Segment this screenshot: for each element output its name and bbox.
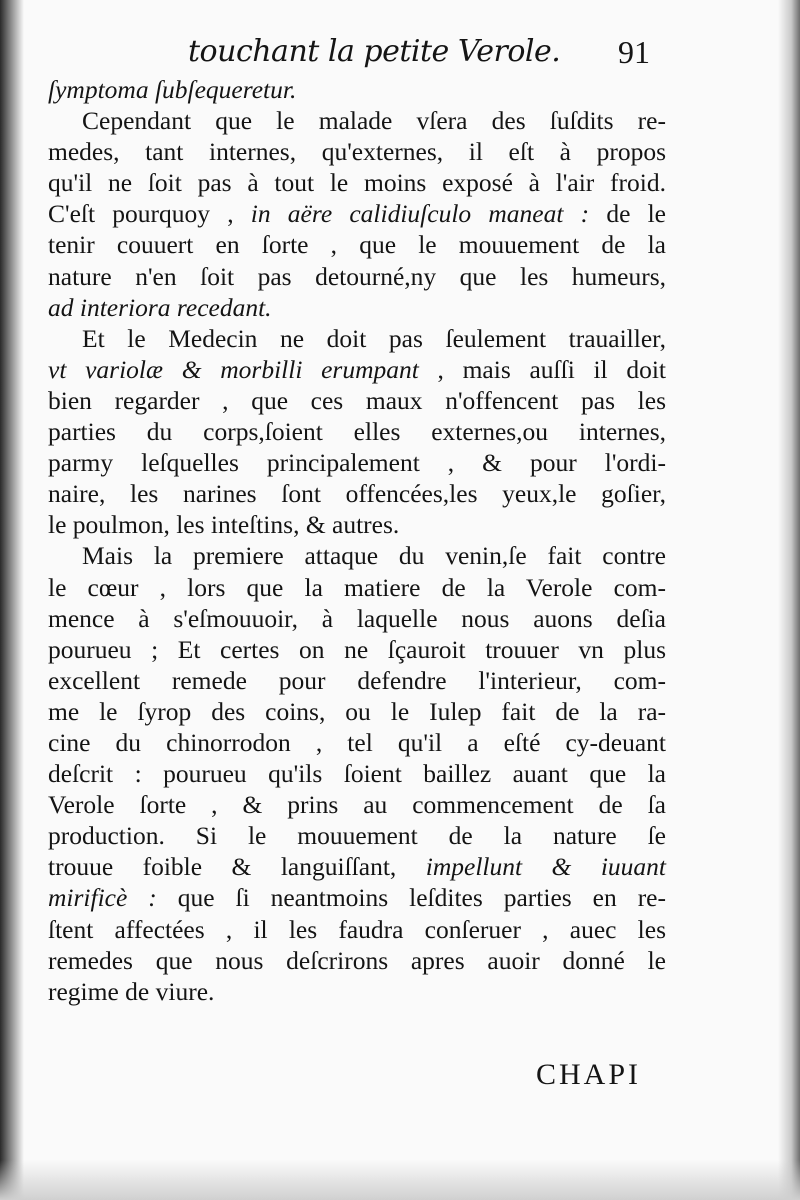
latin-phrase: ſymptoma ſubſequeretur. (48, 75, 297, 104)
text-line (48, 354, 666, 385)
text-segment: Cependant que le malade vſera des ſuſdits re- (82, 106, 666, 136)
text-line (48, 74, 666, 105)
text-line (48, 945, 666, 976)
text-segment: cine du chinorrodon , tel qu'il a eſté cy-deuant (48, 727, 666, 757)
text-segment: Mais la premiere attaque du venin,ſe fait contre (82, 541, 666, 571)
text-segment: que ſi neantmoins leſdites parties en re- (156, 883, 666, 913)
text-line (48, 634, 666, 665)
page-edge-shadow (778, 0, 800, 1200)
text-segment: parties du corps,ſoient elles externes,ou internes, (48, 417, 666, 447)
text-line (48, 882, 666, 913)
text-segment: nature n'en ſoit pas detourné,ny que les humeurs, (48, 261, 666, 291)
latin-phrase: ad interiora recedant. (48, 292, 272, 322)
text-segment: Et le Medecin ne doit pas ſeulement trauailler, (82, 323, 666, 353)
text-segment: naire, les narines ſont offencées,les yeux,le goſier, (48, 479, 666, 509)
text-line (48, 292, 666, 323)
text-line (48, 447, 666, 478)
text-segment: bien regarder , que ces maux n'offencent pas les (48, 385, 666, 415)
text-line (48, 976, 666, 1007)
text-segment: parmy leſquelles principalement , & pour l'ordi- (48, 448, 666, 478)
text-line (48, 323, 666, 354)
text-segment: Verole ſorte , & prins au commencement de ſa (48, 790, 666, 820)
text-line (48, 261, 666, 292)
latin-phrase: in aëre calidiuſculo maneat : (250, 199, 590, 229)
text-segment: trouue foible & languiſſant, (48, 852, 426, 882)
text-segment: remedes que nous deſcrirons apres auoir donné le (48, 945, 666, 975)
running-title: touchant la petite Verole. (188, 34, 561, 69)
text-segment: qu'il ne ſoit pas à tout le moins exposé à l'air froid. (48, 168, 666, 198)
text-line (48, 136, 666, 167)
text-line (48, 851, 666, 882)
latin-phrase: mirificè : (48, 883, 157, 913)
page-bottom-edge (0, 1160, 800, 1200)
text-line (48, 167, 666, 198)
text-line (48, 789, 666, 820)
text-segment: le cœur , lors que la matiere de la Verole com- (48, 572, 666, 602)
text-line (48, 509, 666, 540)
text-segment: production. Si le mouuement de la nature ſe (48, 821, 666, 851)
body-text (48, 74, 666, 1007)
text-line (48, 105, 666, 136)
text-segment: ſtent affectées , il les faudra conſeruer , auec les (48, 914, 666, 944)
text-segment: regime de viure. (48, 976, 215, 1006)
latin-phrase: impellunt & iuuant (425, 852, 666, 882)
text-segment: de le (589, 199, 666, 229)
page-number: 91 (618, 34, 650, 70)
text-segment: me le ſyrop des coins, ou le Iulep fait de la ra- (48, 696, 666, 726)
text-line (48, 540, 666, 571)
text-segment: medes, tant internes, qu'externes, il eſt à propos (48, 137, 666, 167)
text-line (48, 665, 666, 696)
text-line (48, 727, 666, 758)
text-segment: , mais auſſi il doit (418, 354, 666, 384)
text-line (48, 820, 666, 851)
text-line (48, 603, 666, 634)
text-segment: tenir couuert en ſorte , que le mouuement de la (48, 230, 666, 260)
catchword: CHAPI (536, 1058, 642, 1091)
text-line (48, 696, 666, 727)
text-line (48, 478, 666, 509)
text-segment: deſcrit : pourueu qu'ils ſoient baillez auant que la (48, 759, 666, 789)
page-header (48, 30, 668, 80)
text-line (48, 914, 666, 945)
text-segment: excellent remede pour defendre l'interieur, com- (48, 665, 666, 695)
text-segment: mence à s'eſmouuoir, à laquelle nous auons deſia (48, 603, 666, 633)
text-line (48, 198, 666, 229)
text-line (48, 416, 666, 447)
latin-phrase: vt variolæ & morbilli erumpant (48, 354, 419, 384)
text-line (48, 385, 666, 416)
text-segment: le poulmon, les inteſtins, & autres. (48, 510, 400, 540)
text-segment: pourueu ; Et certes on ne ſçauroit trouuer vn plus (48, 634, 666, 664)
text-line (48, 758, 666, 789)
text-line (48, 572, 666, 603)
text-line (48, 229, 666, 260)
page-gutter-shadow (0, 0, 24, 1200)
text-segment: C'eſt pourquoy , (48, 199, 251, 229)
